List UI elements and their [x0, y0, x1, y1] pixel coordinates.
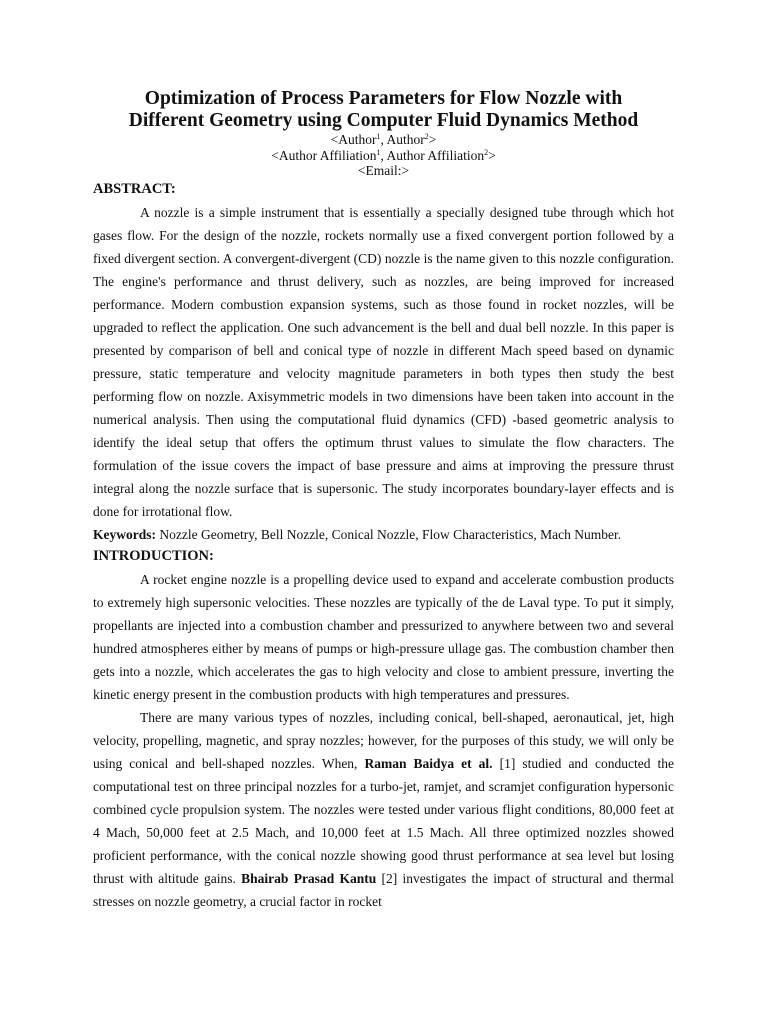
intro-p2-text-3: [2] investigates the impact of structural and thermal stresses on nozzle geometry, a crucial factor in rocket [93, 870, 674, 909]
intro-paragraph-1: A rocket engine nozzle is a propelling device used to expand and accelerate combustion products to extremely high supersonic velocities. These nozzles are typically of the de Laval type. To put it simply, propellants are injected into a combustion chamber and pressurized to anywhere between two and several hundred atmospheres either by means of pumps or high-pressure ullage gas. The combustion chamber then gets into a nozzle, which accelerates the gas to high velocity and close to ambient pressure, inverting the kinetic energy present in the combustion products with high temperatures and pressures. [93, 571, 674, 702]
affiliation-1-sup: 1 [376, 147, 381, 157]
author-2-sup: 2 [424, 132, 429, 141]
author-1-sup: 1 [376, 132, 381, 141]
author-2: , Author [380, 132, 425, 147]
abstract-text: A nozzle is a simple instrument that is essentially a specially designed tube through which hot gases flow. For the design of the nozzle, rockets normally use a fixed convergent portion followed by a fixed divergent section. A convergent-divergent (CD) nozzle is the name given to this nozzle configuration. The engine's performance and thrust delivery, such as nozzles, are being improved for increased performance. Modern combustion expansion systems, such as those found in rocket nozzles, will be upgraded to reflect the application. One such advancement is the bell and dual bell nozzle. In this paper is presented by comparison of bell and conical type of nozzle in different Mach speed based on dynamic pressure, static temperature and velocity magnitude parameters in both types then study the best performing flow on nozzle. Axisymmetric models in two dimensions have been taken into account in the numerical analysis. Then using the computational fluid dynamics (CFD) -based geometric analysis to identify the ideal setup that offers the optimum thrust values to simulate the flow characters. The formulation of the issue covers the impact of base pressure and aims at improving the pressure thrust integral along the nozzle surface that is supersonic. The study incorporates boundary-layer effects and is done for irrotational flow. [93, 204, 674, 519]
author-1: <Author [330, 132, 377, 147]
keywords-line [93, 523, 674, 546]
introduction-heading: INTRODUCTION: [93, 547, 214, 564]
paper-content [93, 88, 674, 913]
title-line-2: Different Geometry using Computer Fluid Dynamics Method [128, 110, 639, 131]
intro-p2-text-2: [1] studied and conducted the computational test on three principal nozzles for a turbo-jet, ramjet, and scramjet configuration hypersonic combined cycle propulsion system. The nozzles were tested under various flight conditions, 80,000 feet at 4 Mach, 50,000 feet at 2.5 Mach, and 10,000 feet at 1.5 Mach. All three optimized nozzles showed proficient performance, with the conical nozzle showing good thrust performance at sea level but losing thrust with altitude gains. [93, 755, 675, 886]
affiliation-2: , Author Affiliation [380, 147, 485, 163]
paper-title [93, 88, 674, 132]
ref1-author: Raman Baidya et al. [364, 755, 493, 771]
author-end: > [428, 132, 437, 147]
abstract-heading: ABSTRACT: [93, 180, 176, 197]
ref2-author: Bhairab Prasad Kantu [241, 870, 377, 886]
intro-p2-text-1: There are many various types of nozzles, including conical, bell-shaped, aeronautical, jet, high velocity, propelling, magnetic, and spray nozzles; however, for the purposes of this study, we will only be using conical and bell-shaped nozzles. When, [93, 709, 674, 771]
affiliation-end: > [488, 147, 496, 163]
author-line [93, 132, 674, 148]
affiliation-1: <Author Affiliation [271, 147, 377, 163]
email-line: <Email:> [357, 163, 410, 178]
title-line-1: Optimization of Process Parameters for Flow Nozzle with [144, 88, 623, 109]
affiliation-line [93, 148, 674, 164]
intro-paragraph-2 [93, 706, 674, 913]
keywords-text: Nozzle Geometry, Bell Nozzle, Conical Nozzle, Flow Characteristics, Mach Number. [156, 526, 622, 542]
affiliation-2-sup: 2 [484, 147, 489, 157]
keywords-label: Keywords: [93, 526, 156, 542]
